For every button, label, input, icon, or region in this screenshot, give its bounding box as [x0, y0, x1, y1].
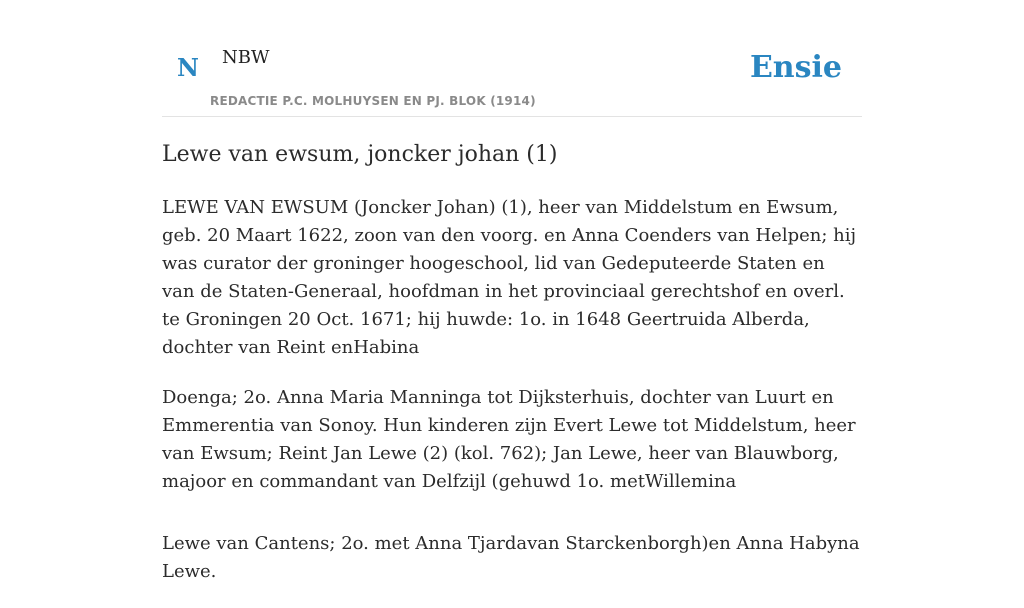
header [162, 0, 862, 117]
source-name[interactable]: NBW [222, 47, 270, 68]
source-logo[interactable]: N [177, 53, 199, 82]
article-paragraph: Doenga; 2o. Anna Maria Manninga tot Dijksterhuis, dochter van Luurt en Emmerentia van Sonoy. Hun kinderen zijn Evert Lewe tot Middelstum, heer van Ewsum; Reint Jan Lewe (2) (kol. 762); Jan Lewe, heer van Blauwborg, majoor en commandant van Delfzijl (gehuwd 1o. metWillemina [162, 387, 856, 492]
article-paragraph: LEWE VAN EWSUM (Joncker Johan) (1), heer van Middelstum en Ewsum, geb. 20 Maart 1622, zoon van den voorg. en Anna Coenders van Helpen; hij was curator der groninger hoogeschool, lid van Gedeputeerde Staten en van de Staten-Generaal, hoofdman in het provinciaal gerechtshof en overl. te Groningen 20 Oct. 1671; hij huwde: 1o. in 1648 Geertruida Alberda, dochter van Reint enHabina [162, 197, 857, 358]
source-subtitle: REDACTIE P.C. MOLHUYSEN EN PJ. BLOK (1914) [210, 94, 536, 108]
article-title: Lewe van ewsum, joncker johan (1) [162, 142, 558, 167]
brand-logo[interactable]: Ensie [749, 50, 842, 85]
article-paragraph: Lewe van Cantens; 2o. met Anna Tjardavan Starckenborgh)en Anna Habyna Lewe. [162, 533, 860, 582]
article [162, 138, 862, 608]
